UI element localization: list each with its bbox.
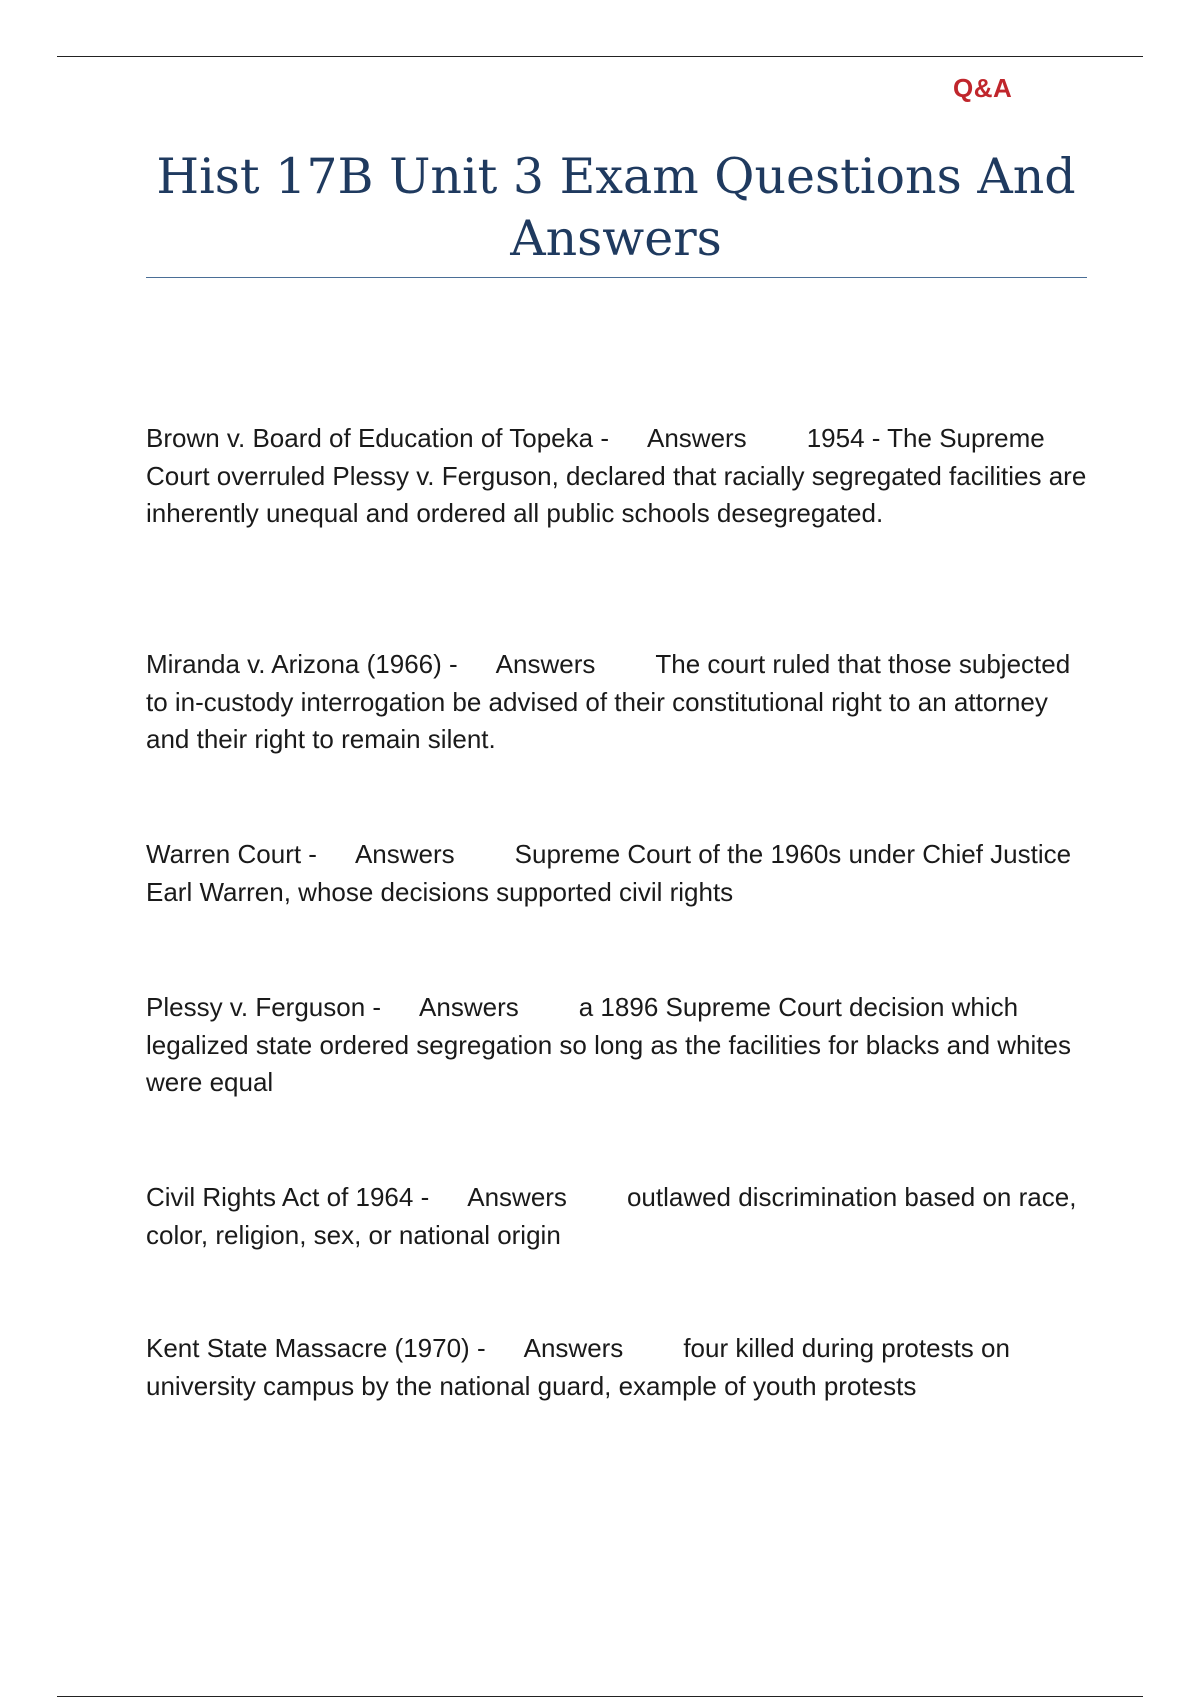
qa-item [146,420,1096,533]
qa-badge: Q&A [953,73,1013,103]
qa-item [146,1330,1096,1405]
page-title: Hist 17B Unit 3 Exam Questions And Answers [156,148,1076,267]
answers-label: Answers [354,839,455,869]
title-underline [146,277,1087,278]
qa-answer: 1954 - The Supreme Court overruled Plessy v. Ferguson, declared that racially segregated facilities are inherently unequal and ordered all public schools desegregated. [146,423,1087,528]
qa-answer: a 1896 Supreme Court decision which legalized state ordered segregation so long as the facilities for blacks and whites were equal [146,992,1071,1097]
qa-answer: four killed during protests on university campus by the national guard, example of youth protests [146,1333,1010,1401]
answers-label: Answers [419,992,519,1022]
qa-term: Plessy v. Ferguson - [146,992,382,1022]
answers-label: Answers [646,423,747,453]
qa-answer: The court ruled that those subjected to in-custody interrogation be advised of their constitutional right to an attorney and their right to remain silent. [146,649,1071,754]
qa-term: Warren Court - [146,839,317,869]
qa-term: Miranda v. Arizona (1966) - [146,649,458,679]
qa-term: Brown v. Board of Education of Topeka - [146,423,609,453]
qa-term: Kent State Massacre (1970) - [146,1333,486,1363]
qa-list [146,420,1096,1401]
qa-answer: Supreme Court of the 1960s under Chief Justice Earl Warren, whose decisions supported civil rights [146,839,1072,907]
answers-label: Answers [495,649,596,679]
qa-item [146,1179,1096,1254]
qa-answer: outlawed discrimination based on race, color, religion, sex, or national origin [146,1182,1077,1250]
qa-item [146,646,1096,759]
qa-item [146,836,1096,911]
header-divider [57,56,1143,57]
footer-divider [57,1696,1143,1697]
qa-term: Civil Rights Act of 1964 - [146,1182,430,1212]
qa-item [146,989,1096,1102]
answers-label: Answers [467,1182,567,1212]
answers-label: Answers [523,1333,624,1363]
